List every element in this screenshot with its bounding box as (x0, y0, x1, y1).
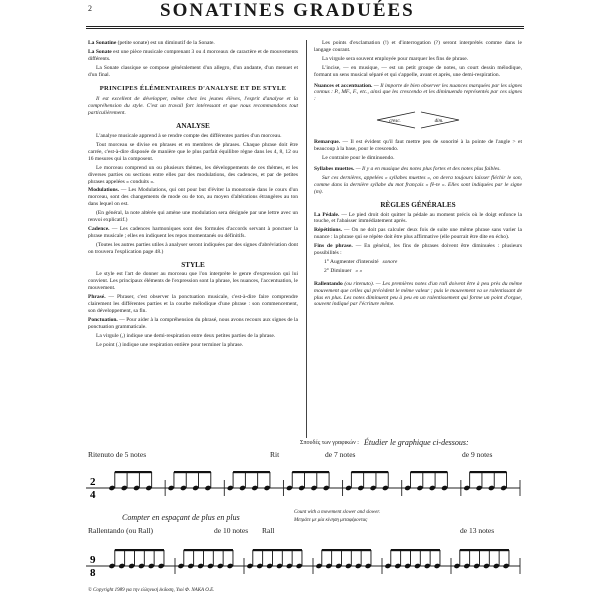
style-paragraph (88, 333, 298, 340)
dim-label: dim. (434, 119, 444, 125)
rhythm-staff-1 (84, 458, 524, 506)
intro-paragraph (88, 40, 298, 47)
etudier-label: Étudier le graphique ci-dessous: (364, 438, 469, 447)
paragraph-text: — Les cadences harmoniques sont des formules d'accords servant à ponctuer la phrase musicale ; elles en indiquent les repos momentanés ou définitifs. (88, 225, 298, 239)
note-beam (351, 471, 388, 473)
paragraph-text: L'analyse musicale apprend à se rendre compte des différentes parties d'un morceau. (96, 133, 282, 140)
rit7-label: Rit de 7 notes (270, 450, 356, 459)
paragraph-text: Les points d'exclamation (!) et d'interrogation (?) seront interprétés comme dans le langage courant. (314, 40, 522, 53)
rallentando-paragraph (314, 281, 522, 309)
greek-label: Σπουδές των γραφικών : (300, 440, 359, 446)
paragraph-lead: Cadence. (88, 225, 110, 232)
intro-paragraph (88, 65, 298, 79)
note-beam (174, 471, 211, 473)
style-paragraph (88, 271, 298, 292)
paragraph-text: La virgule sera souvent employée pour marquer les fins de phrase. (322, 55, 469, 62)
analyse-paragraph (88, 133, 298, 140)
nuances-paragraph (314, 83, 522, 104)
principes-heading: PRINCIPES ÉLÉMENTAIRES D'ANALYSE ET DE STYLE (99, 84, 287, 92)
page-number: 2 (88, 4, 92, 13)
paragraph-text: L'incise, — en musique, — est un petit groupe de notes, un court dessin mélodique, formant un sens musical séparé et qui s'appelle, avant et après, une demi-respiration. (314, 64, 522, 78)
rallentando-label: Rallentando (314, 280, 343, 287)
time-signature-top: 9 (90, 554, 96, 566)
paragraph-text: Tout morceau se divise en phrases et en membres de phrases. Chaque phrase doit être carrée, c'est-à-dire disposée de manière que le plus parfait équilibre règne dans les 4, 8, 12 ou 16 mesures qui la composent. (88, 141, 298, 162)
paragraph-text: — On ne doit pas calculer deux fois de suite une même phrase sans varier la nuance : la phrase qui se répète doit être plus affirmative (elle pourrait être dite en écho). (314, 227, 522, 241)
note-beam (470, 471, 507, 473)
note-beam (115, 549, 164, 551)
paragraph-text: — Pour aider à la compréhension du phrasé, nous avons recours aux signes de la ponctuation grammaticale. (88, 316, 298, 330)
rtop-paragraph (314, 65, 522, 79)
analyse-paragraph (88, 165, 298, 186)
time-signature-top: 2 (90, 476, 96, 488)
note-beam (233, 471, 270, 473)
right-column (314, 40, 522, 310)
page-title: SONATINES GRADUÉES (160, 0, 415, 21)
rallentando-paren: (ou ritenuto). (344, 280, 375, 287)
syllabes-paragraph (314, 166, 522, 173)
rtop-paragraph (314, 40, 522, 54)
paragraph-text: Le point (.) indique une respiration entière pour terminer la phrase. (96, 341, 244, 348)
note-beam (460, 549, 509, 551)
rallentando-text: — Les premières notes d'un rall doivent être à peu près du même mouvement que celles qui précèdent le même valeur ; puis le mouvement va se ralentissant de plus en plus. Les notes diminuent peu à peu en un ralentissement qui forme un point d'orgue, souvent indiqué par l'écriture même. (314, 280, 523, 308)
note-beam (184, 549, 233, 551)
title-rule (86, 26, 524, 27)
fin-item (324, 259, 522, 266)
remarque-text-2: Le contraire pour le diminuendo. (322, 155, 395, 162)
note-beam (411, 471, 448, 473)
paragraph-text: — Les Modulations, qui ont pour but d'éviter la monotonie dans le cours d'un morceau, sont des changements de mode ou de ton, au moyen d'altérations étrangères au ton dans lequel on est. (88, 187, 298, 208)
paragraph-text: (petite sonate) est un diminutif de la Sonate. (116, 40, 215, 46)
analyse-heading: ANALYSE (176, 122, 210, 131)
paragraph-text: Le style est l'art de donner au morceau que l'on interprète le genre d'expression qui lui convient. Les principaux éléments de l'expression sont la phrase, les nuances, l'accentuation, le mouvement. (88, 271, 298, 292)
fin-item-mark: sonore (382, 258, 398, 265)
paragraph-text: Le morceau comprend un ou plusieurs thèmes, les développements de ces thèmes, et les diverses parties ou sections entre elles par des modulations, des cadences, et par de petites phrases appelées « conduits ». (88, 164, 298, 185)
fin-item-num: 1° Augmenter d'intensité (324, 258, 379, 265)
intro-paragraph (88, 49, 298, 63)
regles-paragraph (314, 212, 522, 226)
paragraph-text: (En général, la note altérée qui amène une modulation sera désignée par une lettre avec un renvoi explicatif.) (88, 210, 298, 224)
style-paragraph (88, 342, 298, 349)
paragraph-text: La virgule (,) indique une demi-respiration entre deux petites parties de la phrase. (96, 332, 276, 339)
analyse-section (88, 133, 298, 256)
ritenuto-label: Ritenuto de 5 notes (88, 450, 147, 459)
style-paragraph (88, 294, 298, 315)
paragraph-lead: Répétitions. (314, 227, 342, 234)
remarque-label: Remarque. (314, 139, 341, 146)
de10-label: de 10 notes (214, 526, 249, 535)
syllabes-text: — Il y a en musique des notes plus fortes et des notes plus faibles. (355, 165, 501, 172)
copyright: © Copyright 1989 για την ελληνική έκδοση, Υιοί Φ. ΝΑΚΑ Ο.Ε. (88, 588, 215, 593)
regles-heading: RÈGLES GÉNÉRALES (380, 200, 456, 209)
paragraph-lead: Phrasé. (88, 294, 106, 301)
style-section (88, 271, 298, 348)
analyse-paragraph (88, 142, 298, 163)
remarque-paragraph (314, 139, 522, 153)
hairpin-signs-icon (373, 109, 463, 131)
analyse-paragraph (88, 210, 298, 224)
paragraph-text: — Le pied droit doit quitter la pédale au moment précis où le doigt enfonce la touche, et l'abaisser immédiatement après. (314, 211, 522, 225)
de13-label: de 13 notes (460, 526, 495, 535)
paragraph-text: — Phraser, c'est observer la ponctuation musicale, c'est-à-dire faire comprendre clairement les différentes parties et la courbe mélodique d'une phrase : son commencement, son développement, sa fin. (88, 294, 298, 314)
title-rule-2 (86, 28, 524, 29)
paragraph-text: — En général, les fins de phrases doivent être diminuées : plusieurs possibilités : (314, 243, 523, 257)
count-with-label: Count with a movement slower and slower. (294, 510, 380, 515)
fin-items (324, 259, 522, 275)
rall-label: Rallentando (ou Rall) (88, 526, 153, 535)
fin-item (324, 268, 522, 275)
cresc-label: cresc. (389, 119, 401, 125)
syllabes-label: Syllabes muettes. (314, 165, 355, 172)
paragraph-lead: Ponctuation. (88, 316, 118, 323)
note-beam (322, 549, 371, 551)
analyse-paragraph (88, 242, 298, 256)
punctuation-section (314, 40, 522, 79)
time-signature-bottom: 8 (90, 567, 96, 579)
regles-paragraph (314, 243, 522, 257)
fin-item-num: 2° Diminuer (324, 267, 352, 274)
rtop-paragraph (314, 56, 522, 63)
principes-text: Il est excellent de développer, même chez les jeunes élèves, l'esprit d'analyse et la compréhension du style. C'est un travail fort intéressant et que nous recommandons tout particulièrement. (88, 96, 298, 117)
count-greek-label: Μετράτε με μία κίνηση μεταφέροντας (294, 518, 368, 523)
left-column (88, 40, 298, 351)
paragraph-lead: La Pédale. (314, 211, 340, 218)
intro-section (88, 40, 298, 79)
de9-label: de 9 notes (462, 450, 493, 459)
analyse-paragraph (88, 187, 298, 208)
regles-paragraph (314, 227, 522, 241)
note-beam (115, 471, 152, 473)
paragraph-text: est une pièce musicale comprenant 3 ou 4 morceaux de caractère et de mouvements différents. (88, 48, 298, 62)
syllabes-text-2: Sur ces dernières, appelées « syllabes muettes », on devra toujours laisser fléchir le son, comme dans la dernière syllabe du mot français « fê-te ». Elles sont indiquées par le signe (m). (314, 174, 522, 195)
fin-item-mark: » » (355, 267, 363, 274)
paragraph-lead: Fins de phrase. (314, 243, 353, 250)
nuances-label: Nuances et accentuation. (314, 82, 373, 89)
paragraph-lead: La Sonatine (88, 40, 117, 46)
compter-label: Compter en espaçant de plus en plus (122, 513, 240, 522)
style-paragraph (88, 317, 298, 331)
remarque-text: — Il est évident qu'il faut mettre peu de sonorité à la pointe de l'angle > et beaucoup à la base, pour le crescendo. (314, 139, 523, 153)
rhythm-staff-2 (84, 534, 524, 584)
time-signature-bottom: 4 (90, 489, 96, 501)
paragraph-lead: La Sonate (88, 48, 112, 55)
nuances-text: — Il importe de bien observer les nuances marquées par les signes connus : P., MF., F., etc., ainsi que les crescendo et les diminuendo représentés par ces signes : (314, 82, 523, 103)
analyse-paragraph (88, 226, 298, 240)
cresc-dim-signs (314, 109, 522, 131)
note-beam (292, 471, 329, 473)
paragraph-lead: Modulations. (88, 187, 120, 194)
rall2-label: Rall (262, 526, 275, 535)
style-heading: STYLE (181, 260, 205, 269)
regles-section (314, 212, 522, 257)
paragraph-text: (Toutes les autres parties utiles à analyser seront indiquées par des signes d'abréviation dont on trouvera l'explication page 48.) (88, 241, 298, 255)
paragraph-text: La Sonate classique se compose généralement d'un allegro, d'un andante, d'un menuet et d'un final. (88, 64, 298, 78)
note-beam (391, 549, 440, 551)
column-separator (306, 40, 307, 438)
note-beam (253, 549, 302, 551)
